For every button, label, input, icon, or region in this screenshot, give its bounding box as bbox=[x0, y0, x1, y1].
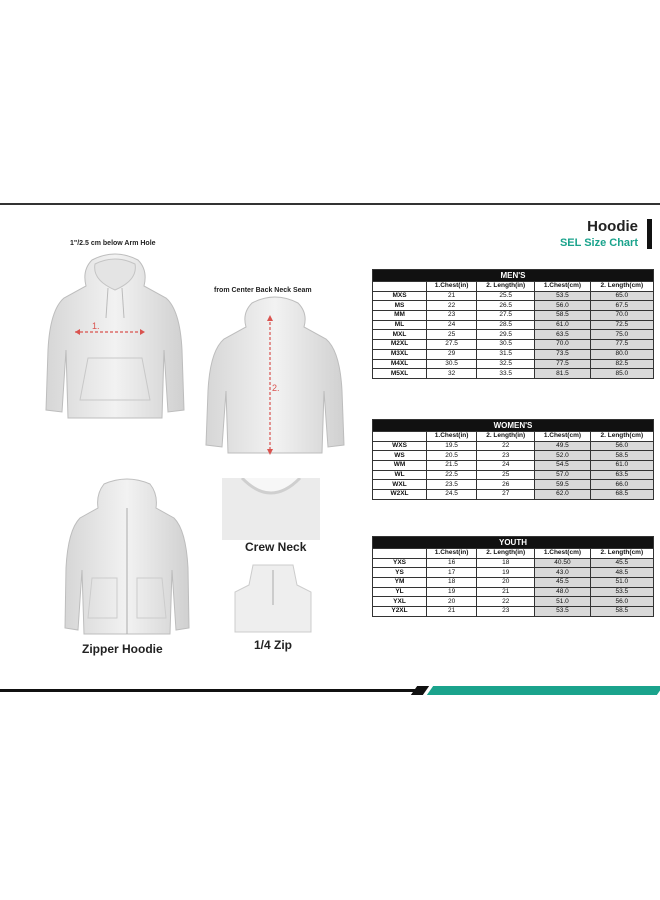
size-label: WXS bbox=[373, 441, 427, 451]
size-value: 21.5 bbox=[427, 461, 477, 471]
size-label: MXS bbox=[373, 291, 427, 301]
size-value: 56.0 bbox=[590, 441, 653, 451]
size-value: 29 bbox=[427, 349, 477, 359]
table-row bbox=[373, 597, 654, 607]
column-header: 2. Length(cm) bbox=[590, 549, 653, 559]
size-value: 25 bbox=[477, 470, 535, 480]
size-value: 63.5 bbox=[590, 470, 653, 480]
size-value: 70.0 bbox=[535, 340, 590, 350]
womens-size-table bbox=[372, 419, 654, 500]
size-label: WL bbox=[373, 470, 427, 480]
size-label: YS bbox=[373, 568, 427, 578]
column-header: 2. Length(in) bbox=[477, 282, 535, 292]
size-label: M5XL bbox=[373, 369, 427, 379]
table-row bbox=[373, 461, 654, 471]
size-value: 40.50 bbox=[535, 558, 590, 568]
back-hoodie-image bbox=[200, 295, 350, 460]
size-value: 31.5 bbox=[477, 349, 535, 359]
size-value: 18 bbox=[427, 578, 477, 588]
zipper-hoodie-image bbox=[62, 478, 192, 638]
size-value: 51.0 bbox=[590, 578, 653, 588]
table-row bbox=[373, 330, 654, 340]
measure-1-label: 1. bbox=[92, 321, 100, 331]
size-value: 17 bbox=[427, 568, 477, 578]
back-neck-note: from Center Back Neck Seam bbox=[214, 287, 312, 294]
size-value: 21 bbox=[427, 607, 477, 617]
size-value: 72.5 bbox=[590, 320, 653, 330]
table-row bbox=[373, 480, 654, 490]
size-value: 63.5 bbox=[535, 330, 590, 340]
size-value: 19 bbox=[427, 587, 477, 597]
size-value: 20 bbox=[427, 597, 477, 607]
size-value: 49.5 bbox=[535, 441, 590, 451]
size-value: 51.0 bbox=[535, 597, 590, 607]
size-value: 23 bbox=[427, 311, 477, 321]
size-value: 53.5 bbox=[535, 291, 590, 301]
size-value: 21 bbox=[427, 291, 477, 301]
size-label: MXL bbox=[373, 330, 427, 340]
table-row bbox=[373, 451, 654, 461]
size-value: 67.5 bbox=[590, 301, 653, 311]
size-value: 23.5 bbox=[427, 480, 477, 490]
size-value: 24.5 bbox=[427, 490, 477, 500]
footer-line bbox=[0, 689, 415, 692]
size-value: 22 bbox=[477, 597, 535, 607]
footer-stripe-accent bbox=[427, 686, 660, 695]
quarter-zip-label: 1/4 Zip bbox=[254, 638, 293, 652]
size-value: 77.5 bbox=[535, 359, 590, 369]
size-label: W2XL bbox=[373, 490, 427, 500]
size-value: 23 bbox=[477, 607, 535, 617]
size-label: WM bbox=[373, 461, 427, 471]
column-header: 2. Length(cm) bbox=[590, 432, 653, 442]
size-value: 53.5 bbox=[590, 587, 653, 597]
table-row bbox=[373, 568, 654, 578]
size-value: 23 bbox=[477, 451, 535, 461]
size-value: 27.5 bbox=[427, 340, 477, 350]
size-value: 48.5 bbox=[590, 568, 653, 578]
size-value: 26 bbox=[477, 480, 535, 490]
size-value: 73.5 bbox=[535, 349, 590, 359]
size-value: 85.0 bbox=[590, 369, 653, 379]
top-divider bbox=[0, 203, 660, 205]
size-label: Y2XL bbox=[373, 607, 427, 617]
measure-2-label: 2. bbox=[272, 383, 280, 393]
table-row bbox=[373, 490, 654, 500]
size-value: 65.0 bbox=[590, 291, 653, 301]
column-header: 2. Length(cm) bbox=[590, 282, 653, 292]
size-label: YM bbox=[373, 578, 427, 588]
column-header: 1.Chest(cm) bbox=[535, 282, 590, 292]
front-hoodie-image bbox=[40, 250, 190, 430]
page-title: Hoodie bbox=[587, 218, 638, 235]
size-value: 48.0 bbox=[535, 587, 590, 597]
youth-size-table bbox=[372, 536, 654, 617]
column-header bbox=[373, 432, 427, 442]
size-value: 25 bbox=[427, 330, 477, 340]
page-subtitle: SEL Size Chart bbox=[559, 237, 638, 249]
crew-neck-label: Crew Neck bbox=[245, 540, 307, 554]
table-row bbox=[373, 349, 654, 359]
size-value: 66.0 bbox=[590, 480, 653, 490]
size-value: 30.5 bbox=[477, 340, 535, 350]
size-value: 58.5 bbox=[535, 311, 590, 321]
womens-heading: WOMEN'S bbox=[373, 420, 654, 432]
column-header bbox=[373, 282, 427, 292]
mens-heading: MEN'S bbox=[373, 270, 654, 282]
table-row bbox=[373, 607, 654, 617]
size-value: 27.5 bbox=[477, 311, 535, 321]
size-value: 81.5 bbox=[535, 369, 590, 379]
size-value: 19.5 bbox=[427, 441, 477, 451]
size-value: 57.0 bbox=[535, 470, 590, 480]
size-value: 22 bbox=[427, 301, 477, 311]
table-row bbox=[373, 291, 654, 301]
size-label: M4XL bbox=[373, 359, 427, 369]
size-value: 75.0 bbox=[590, 330, 653, 340]
table-row bbox=[373, 369, 654, 379]
size-value: 24 bbox=[427, 320, 477, 330]
size-value: 20 bbox=[477, 578, 535, 588]
size-value: 68.5 bbox=[590, 490, 653, 500]
size-value: 30.5 bbox=[427, 359, 477, 369]
size-label: YXL bbox=[373, 597, 427, 607]
size-value: 22 bbox=[477, 441, 535, 451]
size-value: 32 bbox=[427, 369, 477, 379]
size-label: M2XL bbox=[373, 340, 427, 350]
size-value: 45.5 bbox=[590, 558, 653, 568]
size-value: 28.5 bbox=[477, 320, 535, 330]
size-value: 80.0 bbox=[590, 349, 653, 359]
size-value: 22.5 bbox=[427, 470, 477, 480]
crew-neck-image bbox=[222, 478, 320, 540]
size-value: 59.5 bbox=[535, 480, 590, 490]
size-label: WXL bbox=[373, 480, 427, 490]
size-value: 19 bbox=[477, 568, 535, 578]
table-row bbox=[373, 441, 654, 451]
size-value: 18 bbox=[477, 558, 535, 568]
size-value: 43.0 bbox=[535, 568, 590, 578]
size-value: 62.0 bbox=[535, 490, 590, 500]
size-value: 32.5 bbox=[477, 359, 535, 369]
size-value: 77.5 bbox=[590, 340, 653, 350]
column-header: 1.Chest(in) bbox=[427, 549, 477, 559]
size-value: 61.0 bbox=[535, 320, 590, 330]
zipper-hoodie-label: Zipper Hoodie bbox=[82, 642, 163, 656]
table-row bbox=[373, 587, 654, 597]
table-row bbox=[373, 301, 654, 311]
table-row bbox=[373, 359, 654, 369]
column-header: 1.Chest(in) bbox=[427, 432, 477, 442]
size-label: YL bbox=[373, 587, 427, 597]
size-value: 16 bbox=[427, 558, 477, 568]
size-value: 29.5 bbox=[477, 330, 535, 340]
size-value: 53.5 bbox=[535, 607, 590, 617]
table-row bbox=[373, 340, 654, 350]
column-header: 2. Length(in) bbox=[477, 549, 535, 559]
size-label: MM bbox=[373, 311, 427, 321]
youth-heading: YOUTH bbox=[373, 537, 654, 549]
size-value: 33.5 bbox=[477, 369, 535, 379]
mens-size-table bbox=[372, 269, 654, 379]
size-value: 58.5 bbox=[590, 607, 653, 617]
size-value: 61.0 bbox=[590, 461, 653, 471]
column-header: 2. Length(in) bbox=[477, 432, 535, 442]
size-value: 82.5 bbox=[590, 359, 653, 369]
size-label: MS bbox=[373, 301, 427, 311]
size-value: 70.0 bbox=[590, 311, 653, 321]
size-label: YXS bbox=[373, 558, 427, 568]
column-header: 1.Chest(cm) bbox=[535, 432, 590, 442]
table-row bbox=[373, 311, 654, 321]
size-value: 21 bbox=[477, 587, 535, 597]
size-value: 26.5 bbox=[477, 301, 535, 311]
size-value: 56.0 bbox=[535, 301, 590, 311]
table-row bbox=[373, 558, 654, 568]
size-value: 24 bbox=[477, 461, 535, 471]
table-row bbox=[373, 578, 654, 588]
column-header bbox=[373, 549, 427, 559]
size-value: 27 bbox=[477, 490, 535, 500]
table-row bbox=[373, 470, 654, 480]
size-value: 20.5 bbox=[427, 451, 477, 461]
size-label: ML bbox=[373, 320, 427, 330]
arm-hole-note: 1"/2.5 cm below Arm Hole bbox=[70, 240, 156, 247]
size-value: 52.0 bbox=[535, 451, 590, 461]
column-header: 1.Chest(cm) bbox=[535, 549, 590, 559]
size-value: 25.5 bbox=[477, 291, 535, 301]
quarter-zip-image bbox=[233, 560, 313, 635]
size-value: 45.5 bbox=[535, 578, 590, 588]
size-value: 54.5 bbox=[535, 461, 590, 471]
column-header: 1.Chest(in) bbox=[427, 282, 477, 292]
title-block bbox=[560, 218, 652, 249]
size-value: 58.5 bbox=[590, 451, 653, 461]
size-label: WS bbox=[373, 451, 427, 461]
size-label: M3XL bbox=[373, 349, 427, 359]
size-value: 56.0 bbox=[590, 597, 653, 607]
table-row bbox=[373, 320, 654, 330]
